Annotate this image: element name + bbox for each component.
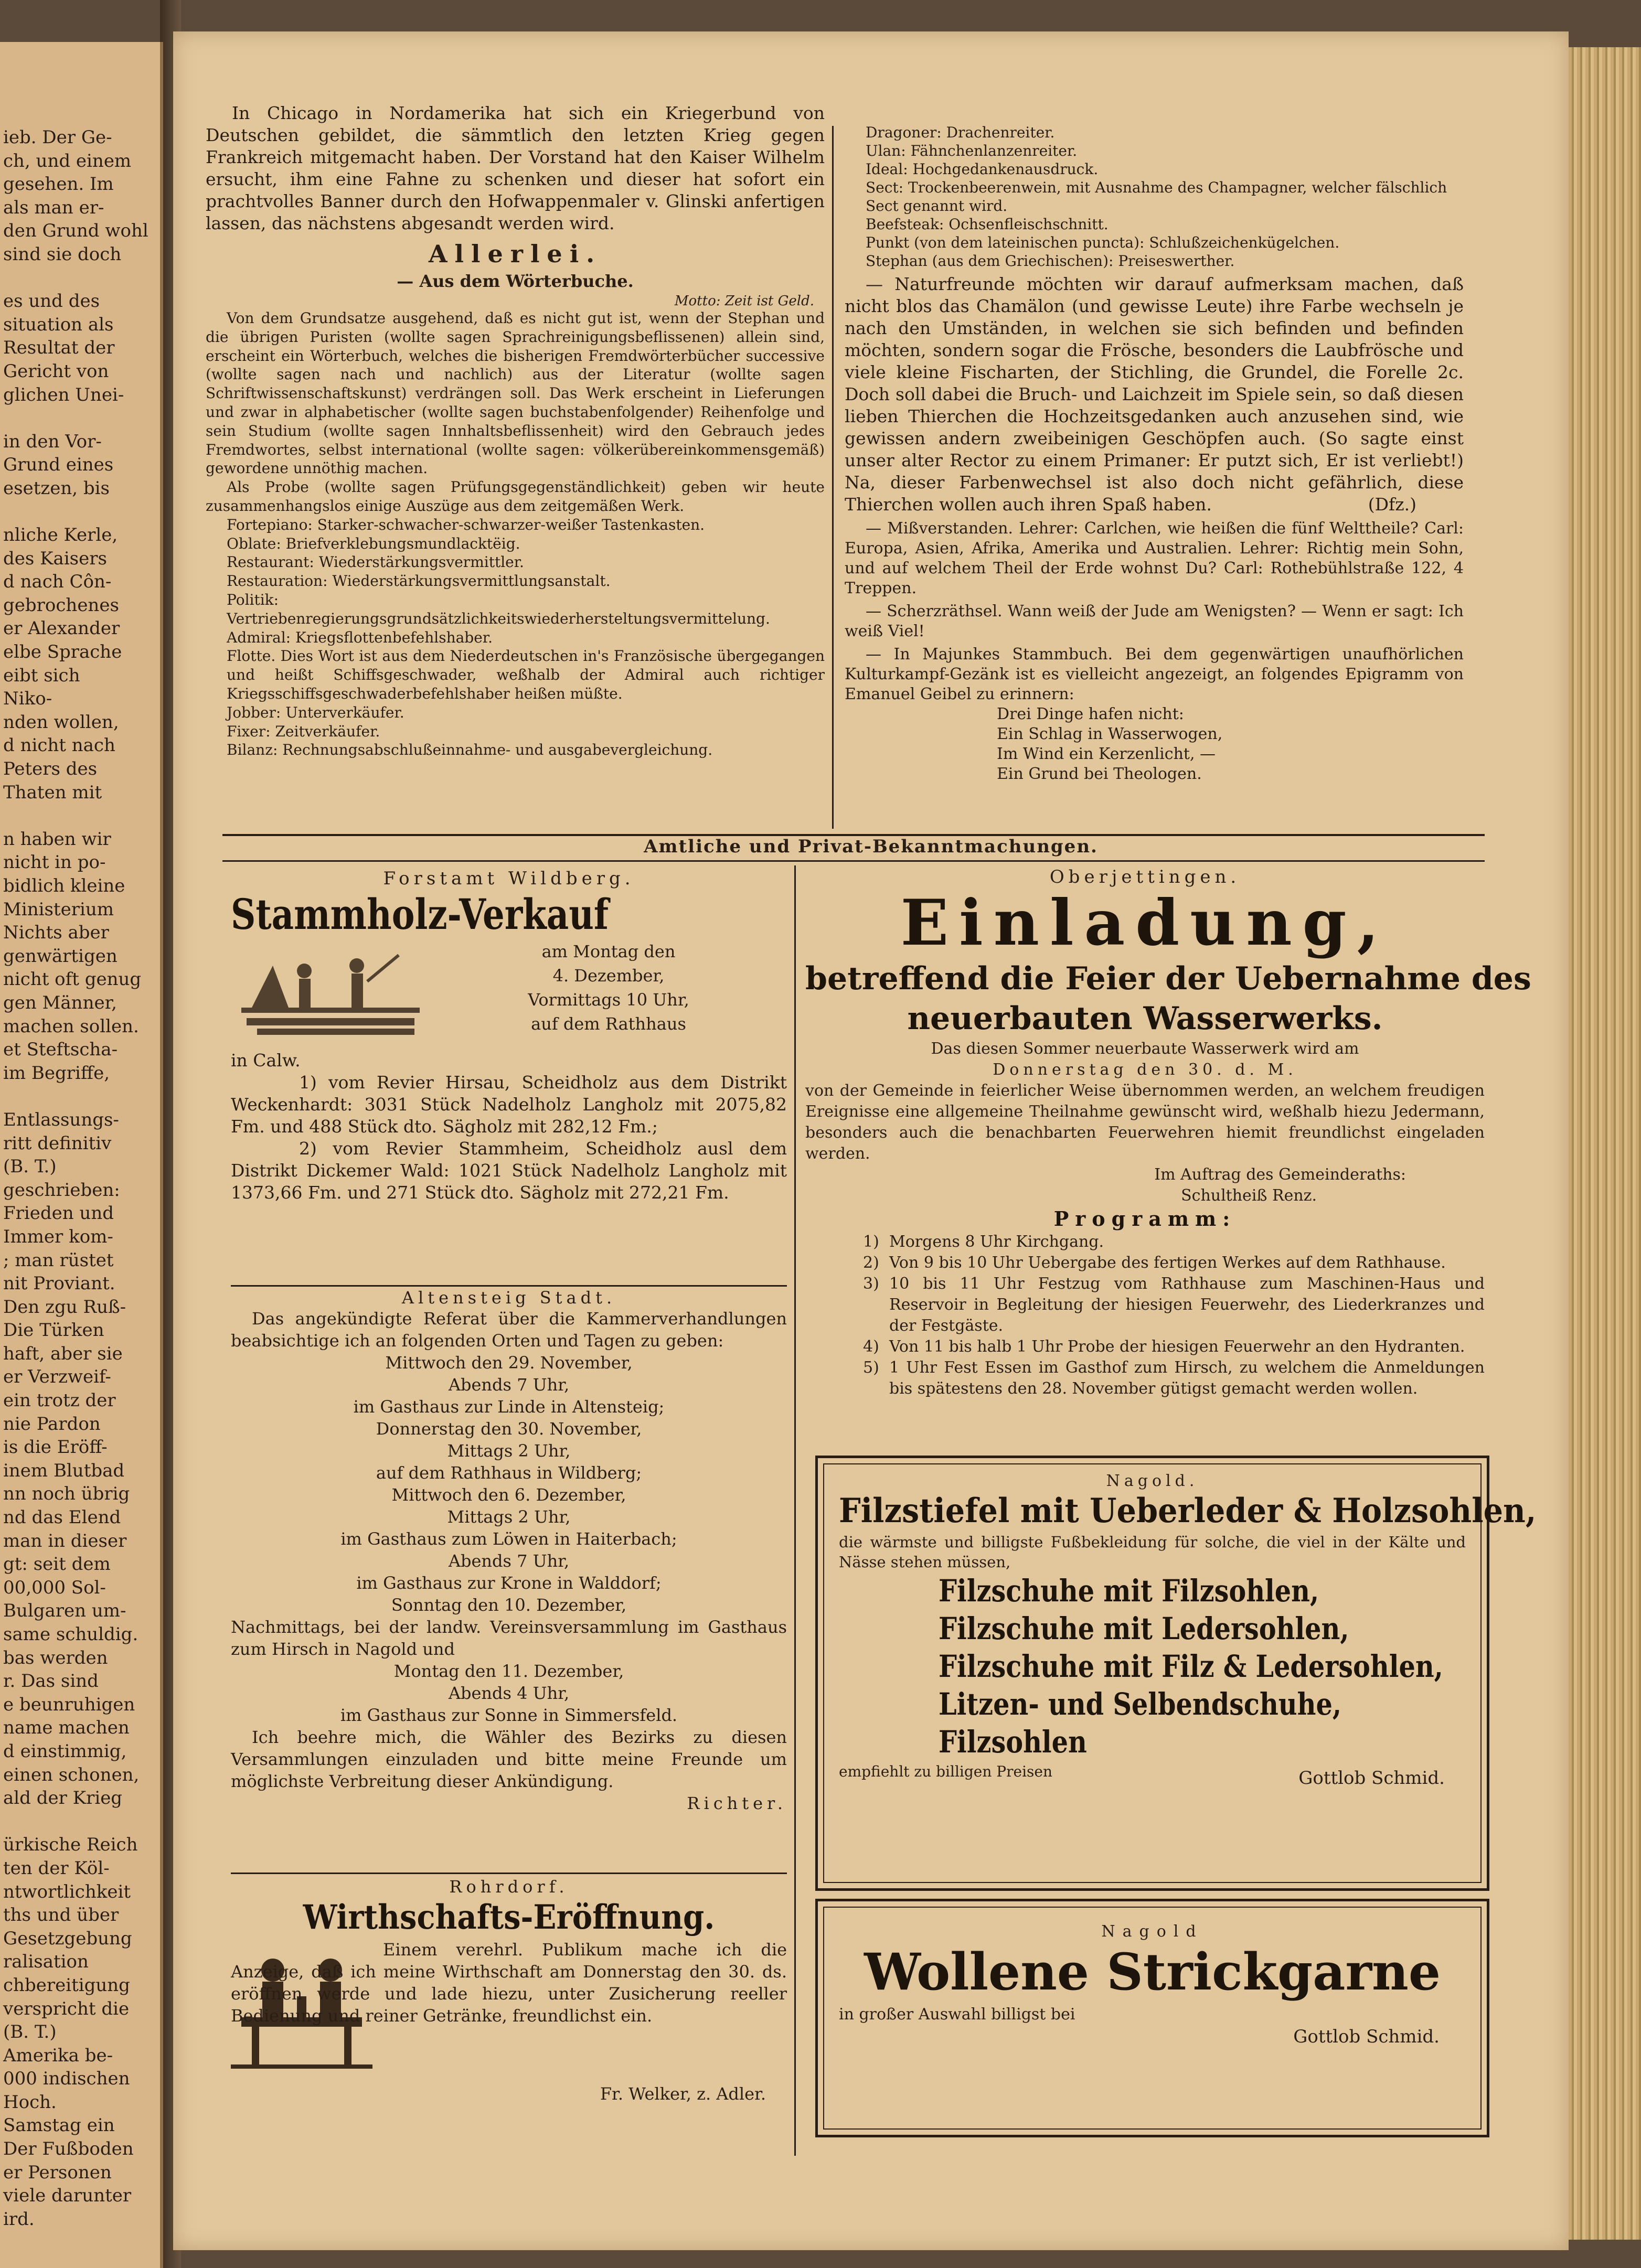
filz-empfiehlt: empfiehlt zu billigen Preisen bbox=[839, 1763, 1053, 1780]
left-page-line: Der Fußboden bbox=[3, 2138, 134, 2160]
left-page-line: nicht oft genug bbox=[3, 969, 142, 990]
altensteig-schedule-line: Montag den 11. Dezember, bbox=[393, 1661, 624, 1681]
left-page-line: e beunruhigen bbox=[3, 1694, 135, 1715]
filz-ad-box bbox=[815, 1456, 1537, 1891]
left-page-line: geschrieben: bbox=[3, 1179, 120, 1201]
programm-item bbox=[863, 1232, 1485, 1253]
left-page-lines bbox=[0, 42, 160, 2231]
left-page-line: chbereitigung bbox=[3, 1974, 130, 1996]
forstamt-ad bbox=[231, 868, 787, 1277]
filz-signature: Gottlob Schmid. bbox=[1298, 1768, 1445, 1789]
woerterbuch-entry: Ideal: Hochgedankenausdruck. bbox=[866, 161, 1099, 178]
left-page-line: sind sie doch bbox=[3, 243, 122, 265]
woerterbuch-entry: Bilanz: Rechnungsabschlußeinnahme- und ausgabevergleichung. bbox=[227, 741, 713, 759]
forstamt-place: Forstamt Wildberg. bbox=[383, 868, 635, 889]
filz-item: Filzsohlen bbox=[939, 1724, 1087, 1760]
announcements-banner: Amtliche und Privat-Bekanntmachungen. bbox=[644, 836, 1098, 857]
left-page-line: ird. bbox=[3, 2208, 35, 2230]
woerterbuch-entry: Oblate: Briefverklebungsmundlacktëig. bbox=[227, 534, 520, 552]
altensteig-schedule-2 bbox=[231, 1660, 787, 1726]
forstamt-title: Stammholz-Verkauf bbox=[231, 890, 609, 939]
left-page-line: nie Pardon bbox=[3, 1413, 101, 1435]
programm-item bbox=[863, 1336, 1485, 1357]
altensteig-schedule-line: Abends 7 Uhr, bbox=[448, 1551, 570, 1571]
left-page-line: Gesetzgebung bbox=[3, 1928, 132, 1949]
left-page-line: bas werden bbox=[3, 1647, 108, 1668]
left-page-line: ritt definitiv bbox=[3, 1132, 112, 1154]
left-page-line: Grund eines bbox=[3, 454, 114, 476]
einladung-place: Oberjettingen. bbox=[1049, 866, 1241, 887]
left-page-line: situation als bbox=[3, 314, 114, 335]
altensteig-schedule-line: im Gasthaus zur Linde in Altensteig; bbox=[353, 1397, 665, 1417]
left-page-line: Amerika be- bbox=[3, 2045, 113, 2066]
left-page-line: Hoch. bbox=[3, 2091, 57, 2113]
left-page-line: ntwortlichkeit bbox=[3, 1881, 131, 1902]
left-page-line: ald der Krieg bbox=[3, 1788, 123, 1809]
rohrdorf-title: Wirthschafts-Eröffnung. bbox=[303, 1898, 715, 1937]
left-page-line: ths und über bbox=[3, 1905, 119, 1926]
epigram-line: Im Wind ein Kerzenlicht, — bbox=[997, 745, 1216, 763]
allerlei-heading: Allerlei. bbox=[428, 240, 602, 268]
left-page-line: Gericht von bbox=[3, 360, 109, 382]
rohrdorf-ad bbox=[231, 1877, 787, 2170]
rohrdorf-body bbox=[231, 1939, 787, 2083]
filz-item-list bbox=[839, 1572, 1466, 1761]
forstamt-rule bbox=[231, 1285, 787, 1287]
einladung-signature: Schultheiß Renz. bbox=[1181, 1186, 1317, 1205]
left-page-line: bidlich kleine bbox=[3, 875, 125, 896]
rohrdorf-place: Rohrdorf. bbox=[449, 1877, 569, 1897]
left-page-line: Thaten mit bbox=[3, 782, 102, 803]
naturfreunde-article: — Naturfreunde möchten wir darauf aufmerksam machen, daß nicht blos das Chamälon (und gewisse Leute) ihre Farbe wechseln je nach den Umständen, in welchen sie sich befinden und befinden möchten, sondern sogar die Frösche, besonders die Laubfrösche und viele kleine Fischarten, der Stichling, die Grundel, die Forelle 2c. Doch soll dabei die Bruch- und Laichzeit im Spiele sein, so daß diesen lieben Thierchen die Hochzeitsgedanken auch anzusehen sind, wie gewissen andern zweibeinigen Geschöpfen auch. (So sagte einst unser alter Rector zu einem Primaner: Er putzt sich, Er ist verliebt!) Na, dieser Farbenwechsel ist also doch nicht gefährlich, diese Thierchen wollen auch ihren Spaß haben. bbox=[845, 274, 1464, 515]
filz-item: Filzschuhe mit Ledersohlen, bbox=[939, 1611, 1349, 1646]
left-page-line: als man er- bbox=[3, 197, 104, 218]
altensteig-schedule-line: im Gasthaus zur Sonne in Simmersfeld. bbox=[340, 1705, 678, 1725]
left-page-line: eibt sich bbox=[3, 665, 80, 686]
left-page-line: man in dieser bbox=[3, 1530, 127, 1552]
top-right-column bbox=[845, 123, 1464, 842]
woerterbuch-entry: Flotte. Dies Wort ist aus dem Niederdeutschen in's Französische übergegangen und heißt Schiffsgeschwader, weßhalb der Admiral auch richtiger Kriegsschiffsgeschwaderbefehlshaber heißen müßte. bbox=[227, 647, 825, 702]
left-page-line: in den Vor- bbox=[3, 431, 102, 452]
woerterbuch-entry: Ulan: Fähnchenlanzenreiter. bbox=[866, 142, 1078, 159]
altensteig-ad bbox=[231, 1288, 787, 1870]
woerterbuch-entry: Politik: Vertriebenregierungsgrundsätzlichkeitswiederhersteltungsvermittelung. bbox=[227, 591, 770, 627]
left-page-line: genwärtigen bbox=[3, 945, 118, 967]
wolle-text: in großer Auswahl billigst bei bbox=[839, 2005, 1075, 2024]
rohrdorf-signature: Fr. Welker, z. Adler. bbox=[600, 2084, 766, 2104]
woerterbuch-entry: Sect: Trockenbeerenwein, mit Ausnahme des Champagner, welcher fälschlich Sect genannt wird. bbox=[866, 179, 1447, 215]
left-page-line: same schuldig. bbox=[3, 1624, 138, 1645]
einladung-title: Einladung, bbox=[900, 886, 1390, 960]
left-page-fragment bbox=[0, 42, 163, 2268]
left-page-line: inem Blutbad bbox=[3, 1460, 125, 1481]
left-page-line: Den zgu Ruß- bbox=[3, 1296, 126, 1318]
left-page-line: ieb. Der Ge- bbox=[3, 127, 112, 148]
filz-place: Nagold. bbox=[1106, 1472, 1199, 1490]
left-page-line: esetzen, bis bbox=[3, 477, 110, 499]
woerterbuch-entry: Admiral: Kriegsflottenbefehlshaber. bbox=[227, 628, 493, 646]
left-page-line: ein trotz der bbox=[3, 1390, 116, 1411]
filz-ad bbox=[839, 1472, 1537, 1876]
filz-item: Filzschuhe mit Filz & Ledersohlen, bbox=[939, 1649, 1443, 1684]
altensteig-schedule-line: Mittwoch den 29. November, bbox=[385, 1353, 633, 1373]
left-page-line: ch, und einem bbox=[3, 150, 132, 172]
woerterbuch-entry: Jobber: Unterverkäufer. bbox=[227, 703, 404, 721]
altensteig-place: Altensteig Stadt. bbox=[401, 1288, 616, 1308]
programm-heading: Programm: bbox=[1053, 1207, 1237, 1231]
woerterbuch-probe: Als Probe (wollte sagen Prüfungsgegenständlichkeit) geben wir heute zusammenhangslos einige Auszüge aus dem zeitgemäßen Werk. bbox=[206, 478, 825, 515]
left-page-line: nit Proviant. bbox=[3, 1273, 115, 1295]
programm-item bbox=[863, 1274, 1485, 1336]
top-left-column bbox=[206, 102, 825, 837]
einladung-text: von der Gemeinde in feierlicher Weise übernommen werden, an welchem freudigen Ereignisse eine allgemeine Theilnahme gewünscht wird, weßhalb hiezu Jedermann, besonders auch die benachbarten Feuerwehren hiemit freundlichst eingeladen werden. bbox=[805, 1082, 1485, 1163]
left-page-line: nd das Elend bbox=[3, 1507, 121, 1528]
forstamt-date-line: 4. Dezember, bbox=[552, 966, 665, 986]
left-page-line bbox=[0, 266, 160, 290]
left-page-line: Entlassungs- bbox=[3, 1109, 119, 1130]
left-page-line: machen sollen. bbox=[3, 1015, 139, 1037]
left-page-line: er Alexander bbox=[3, 618, 120, 639]
altensteig-signature: Richter. bbox=[687, 1793, 787, 1813]
wolle-ad-box bbox=[815, 1899, 1489, 2137]
epigram-line: Drei Dinge hafen nicht: bbox=[997, 705, 1184, 723]
left-page-line: glichen Unei- bbox=[3, 384, 124, 405]
altensteig-rule bbox=[231, 1873, 787, 1874]
programm-item-number: 3) bbox=[863, 1275, 879, 1293]
einladung-ad bbox=[805, 866, 1531, 1449]
altensteig-intro: Das angekündigte Referat über die Kammerverhandlungen beabsichtige ich an folgenden Orten und Tagen zu geben: bbox=[231, 1309, 787, 1351]
left-page-line: Samstag ein bbox=[3, 2115, 115, 2136]
filz-item: Filzschuhe mit Filzsohlen, bbox=[939, 1573, 1319, 1609]
programm-item-text: Von 11 bis halb 1 Uhr Probe der hiesigen Feuerwehr an den Hydranten. bbox=[889, 1338, 1465, 1356]
left-page-line: elbe Sprache bbox=[3, 641, 122, 663]
left-page-line bbox=[0, 1085, 160, 1108]
programm-item-text: 10 bis 11 Uhr Festzug vom Rathhause zum Maschinen-Haus und Reservoir in Begleitung der hiesigen Feuerwehr, des Liederkranzes und der Festgäste. bbox=[889, 1275, 1485, 1335]
left-page-line: nicht in po- bbox=[3, 852, 106, 873]
left-page-line: haft, aber sie bbox=[3, 1343, 123, 1364]
altensteig-schedule-line: im Gasthaus zur Krone in Walddorf; bbox=[356, 1573, 662, 1593]
einladung-auftrag: Im Auftrag des Gemeinderaths: bbox=[1154, 1165, 1406, 1184]
programm-item-number: 2) bbox=[863, 1254, 879, 1272]
column-divider-bottom bbox=[794, 865, 796, 2156]
altensteig-nachmittags: Nachmittags, bei der landw. Vereinsversammlung im Gasthaus zum Hirsch in Nagold und bbox=[231, 1617, 787, 1659]
left-page-line: er Verzweif- bbox=[3, 1366, 111, 1388]
left-page-line: viele darunter bbox=[3, 2185, 132, 2207]
left-page-line: Frieden und bbox=[3, 1203, 114, 1224]
woerterbuch-entry: Restauration: Wiederstärkungsvermittlungsanstalt. bbox=[227, 572, 611, 590]
woerterbuch-entry: Dragoner: Drachenreiter. bbox=[866, 124, 1055, 141]
altensteig-schedule-line: Donnerstag den 30. November, bbox=[376, 1419, 642, 1439]
wolle-title: Wollene Strickgarne bbox=[864, 1942, 1441, 2002]
column-divider-top bbox=[832, 126, 834, 829]
forstamt-date-line: Vormittags 10 Uhr, bbox=[528, 990, 689, 1010]
left-page-line: nliche Kerle, bbox=[3, 525, 118, 546]
programm-item-text: Von 9 bis 10 Uhr Uebergabe des fertigen Werkes auf dem Rathhause. bbox=[889, 1254, 1446, 1272]
woerterbuch-entry: Fixer: Zeitverkäufer. bbox=[227, 722, 380, 740]
forstamt-text-1: 1) vom Revier Hirsau, Scheidholz aus dem Distrikt Weckenhardt: 3031 Stück Nadelholz Langholz mit 2075,82 Fm. und 488 Stück dto. Sägholz mit 282,12 Fm.; bbox=[231, 1072, 787, 1137]
programm-item-text: Morgens 8 Uhr Kirchgang. bbox=[889, 1233, 1104, 1251]
left-page-line: Peters des bbox=[3, 758, 98, 780]
programm-item bbox=[863, 1253, 1485, 1274]
programm-item-number: 4) bbox=[863, 1338, 879, 1356]
left-page-line: nden wollen, bbox=[3, 711, 119, 733]
left-page-line: 00,000 Sol- bbox=[3, 1577, 106, 1598]
forstamt-date-line: am Montag den bbox=[541, 942, 676, 961]
altensteig-schedule-line: Abends 4 Uhr, bbox=[448, 1683, 570, 1703]
filz-description: die wärmste und billigste Fußbekleidung für solche, die viel in der Kälte und Nässe stehen müssen, bbox=[839, 1533, 1466, 1571]
left-page-line: einen schonen, bbox=[3, 1764, 140, 1785]
woodcutters-icon bbox=[241, 950, 420, 1044]
left-page-line: 000 indischen bbox=[3, 2068, 130, 2090]
left-page-line: is die Eröff- bbox=[3, 1437, 108, 1458]
left-page-line: den Grund wohl bbox=[3, 220, 148, 242]
left-page-line: d nicht nach bbox=[3, 735, 115, 756]
epigram-line: Ein Schlag in Wasserwogen, bbox=[997, 725, 1223, 743]
wolle-place: Nagold bbox=[1101, 1922, 1203, 1941]
left-page-line: im Begriffe, bbox=[3, 1062, 110, 1084]
woodcutters-illustration bbox=[241, 950, 420, 1044]
einladung-line-1: Das diesen Sommer neuerbaute Wasserwerk wird am bbox=[931, 1040, 1359, 1058]
left-page-line: Bulgaren um- bbox=[3, 1600, 126, 1622]
left-page-line: nn noch übrig bbox=[3, 1483, 130, 1505]
filz-item: Litzen- und Selbendschuhe, bbox=[939, 1686, 1342, 1722]
epigram-line: Ein Grund bei Theologen. bbox=[997, 765, 1202, 783]
left-page-line: et Steftscha- bbox=[3, 1039, 118, 1061]
left-page-line: ; man rüstet bbox=[3, 1249, 114, 1271]
left-page-line: (B. T.) bbox=[3, 1156, 57, 1178]
woerterbuch-entry: Stephan (aus dem Griechischen): Preiseswerther. bbox=[866, 252, 1235, 270]
altensteig-schedule-line: Abends 7 Uhr, bbox=[448, 1375, 570, 1395]
programm-item-text: 1 Uhr Fest Essen im Gasthof zum Hirsch, zu welchem die Anmeldungen bis spätestens den 28. November gütigst gemacht werden wollen. bbox=[889, 1358, 1485, 1398]
altensteig-closing: Ich beehre mich, die Wähler des Bezirks zu diesen Versammlungen einzuladen und bitte meine Freunde um möglichste Verbreitung dieser Ankündigung. bbox=[231, 1727, 787, 1791]
altensteig-schedule-line: Mittags 2 Uhr, bbox=[447, 1441, 571, 1461]
einladung-line-2: Donnerstag den 30. d. M. bbox=[993, 1061, 1297, 1079]
scherzraethsel-article: — Scherzräthsel. Wann weiß der Jude am Wenigsten? — Wenn er sagt: Ich weiß Viel! bbox=[845, 602, 1464, 640]
left-page-line: name machen bbox=[3, 1717, 130, 1739]
altensteig-schedule-line: auf dem Rathhaus in Wildberg; bbox=[376, 1463, 642, 1483]
left-page-line: n haben wir bbox=[3, 828, 111, 850]
left-page-line: er Personen bbox=[3, 2162, 112, 2183]
einladung-subtitle-1: betreffend die Feier der Uebernahme des bbox=[805, 960, 1531, 997]
left-page-line bbox=[0, 406, 160, 430]
altensteig-schedule-line: Mittags 2 Uhr, bbox=[447, 1507, 571, 1527]
left-page-line: Resultat der bbox=[3, 337, 115, 359]
chicago-article: In Chicago in Nordamerika hat sich ein Kriegerbund von Deutschen gebildet, die sämmtlich den letzten Krieg gegen Frankreich mitgemacht haben. Der Vorstand hat den Kaiser Wilhelm ersucht, ihm eine Fahne zu schenken und dieser hat sofort ein prachtvolles Banner durch den Hofwappenmaler v. Glinski anfertigen lassen, das nächstens abgesandt werden wird. bbox=[206, 103, 825, 233]
woerterbuch-entries-continued bbox=[845, 123, 1464, 270]
left-page-line bbox=[0, 500, 160, 524]
wolle-ad bbox=[839, 1922, 1466, 2122]
left-page-line: Nichts aber bbox=[3, 922, 109, 944]
left-page-line bbox=[0, 1810, 160, 1834]
left-page-line: des Kaisers bbox=[3, 548, 107, 569]
left-page-line: es und des bbox=[3, 291, 100, 312]
woerterbuch-entries bbox=[206, 516, 825, 759]
left-page-line: d einstimmig, bbox=[3, 1740, 127, 1762]
left-page-line: Die Türken bbox=[3, 1320, 104, 1341]
left-page-line: ürkische Reich bbox=[3, 1834, 138, 1856]
programm-list bbox=[805, 1232, 1485, 1399]
programm-item bbox=[863, 1357, 1485, 1399]
woerterbuch-intro: Von dem Grundsatze ausgehend, daß es nicht gut ist, wenn der Stephan und die übrigen Puristen (wollte sagen Sprachreinigungsbeflissenen) allein sind, erscheint ein Wörterbuch, welches die bisherigen Fremdwörterbücher successive (wollte sagen nach und nachlich) aus der Literatur (wollte sagen Schriftwissenschaftskunst) verdrängen soll. Das Werk erscheint in Lieferungen und zwar in alphabetischer (wollte sagen buchstabenfolgender) Reihenfolge und sein Studium (wollte sagen Innhaltsbeflissenheit) wird den Gebrauch jedes Fremdwortes, selbst international (wollte sagen: völkerübereinkommensgemäß) gewordene unnöthig machen. bbox=[206, 309, 825, 477]
left-page-line: gt: seit dem bbox=[3, 1554, 111, 1575]
left-page-line: gen Männer, bbox=[3, 992, 117, 1013]
woerterbuch-entry: Fortepiano: Starker-schwacher-schwarzer-weißer Tastenkasten. bbox=[227, 516, 705, 533]
banner-rule-bottom bbox=[222, 860, 1485, 862]
programm-item-number: 1) bbox=[863, 1233, 879, 1251]
altensteig-schedule-line: im Gasthaus zum Löwen in Haiterbach; bbox=[340, 1529, 677, 1549]
left-page-line: ten der Köl- bbox=[3, 1857, 110, 1879]
left-page-line: r. Das sind bbox=[3, 1671, 99, 1692]
altensteig-schedule bbox=[231, 1352, 787, 1616]
book-edges bbox=[1569, 47, 1641, 2240]
left-page-line: gebrochenes bbox=[3, 594, 119, 616]
main-page bbox=[173, 31, 1569, 2250]
left-page-line: d nach Côn- bbox=[3, 571, 112, 593]
forstamt-in-place: in Calw. bbox=[231, 1050, 301, 1071]
left-page-line: Ministerium bbox=[3, 898, 114, 920]
forstamt-date-line: auf dem Rathhaus bbox=[531, 1014, 686, 1034]
left-page-line: ralisation bbox=[3, 1951, 89, 1973]
woerterbuch-entry: Restaurant: Wiederstärkungsvermittler. bbox=[227, 553, 524, 571]
woerterbuch-subheading: — Aus dem Wörterbuche. bbox=[397, 271, 634, 291]
filz-title: Filzstiefel mit Ueberleder & Holzsohlen, bbox=[839, 1491, 1537, 1531]
motto: Motto: Zeit ist Geld. bbox=[674, 293, 814, 309]
left-page-line: verspricht die bbox=[3, 1998, 130, 2019]
left-page-line: gesehen. Im bbox=[3, 174, 114, 195]
wolle-signature: Gottlob Schmid. bbox=[1293, 2026, 1440, 2047]
einladung-subtitle-2: neuerbauten Wasserwerks. bbox=[907, 1000, 1383, 1037]
left-page-line: (B. T.) bbox=[3, 2021, 57, 2043]
geibel-epigram bbox=[845, 704, 1464, 784]
altensteig-schedule-line: Mittwoch den 6. Dezember, bbox=[391, 1485, 626, 1505]
majunke-article: — In Majunkes Stammbuch. Bei dem gegenwärtigen unaufhörlichen Kulturkampf-Gezänk ist es vielleicht angezeigt, an folgendes Epigramm von Emanuel Geibel zu erinnern: bbox=[845, 645, 1464, 703]
forstamt-dates bbox=[430, 939, 787, 1036]
programm-item-number: 5) bbox=[863, 1358, 879, 1377]
left-page-line: Immer kom- bbox=[3, 1226, 113, 1247]
rohrdorf-text: Einem verehrl. Publikum mache ich die Anzeige, daß ich meine Wirthschaft am Donnerstag den 30. ds. eröffnen werde und lade hiezu, unter Zusicherung reeller Bedienung und reiner Getränke, freundlichst ein. bbox=[231, 1940, 787, 2026]
left-page-line bbox=[0, 804, 160, 828]
woerterbuch-entry: Beefsteak: Ochsenfleischschnitt. bbox=[866, 216, 1109, 233]
missverstanden-article: — Mißverstanden. Lehrer: Carlchen, wie heißen die fünf Welttheile? Carl: Europa, Asien, Afrika, Amerika und Australien. Lehrer: Richtig mein Sohn, und auf welchem Theil der Erde wohnst Du? Carl: Rothebühlstraße 122, 4 Treppen. bbox=[845, 519, 1464, 597]
forstamt-text-2: 2) vom Revier Stammheim, Scheidholz ausl dem Distrikt Dickemer Wald: 1021 Stück Nadelholz Langholz mit 1373,66 Fm. und 271 Stück dto. Sägholz mit 272,21 Fm. bbox=[231, 1138, 787, 1203]
woerterbuch-entry: Punkt (von dem lateinischen puncta): Schlußzeichenkügelchen. bbox=[866, 234, 1340, 251]
left-page-line: Niko- bbox=[3, 688, 52, 710]
naturfreunde-signature: (Dfz.) bbox=[1368, 494, 1416, 515]
forstamt-date-block bbox=[231, 939, 787, 1050]
altensteig-schedule-line: Sonntag den 10. Dezember, bbox=[391, 1595, 627, 1615]
